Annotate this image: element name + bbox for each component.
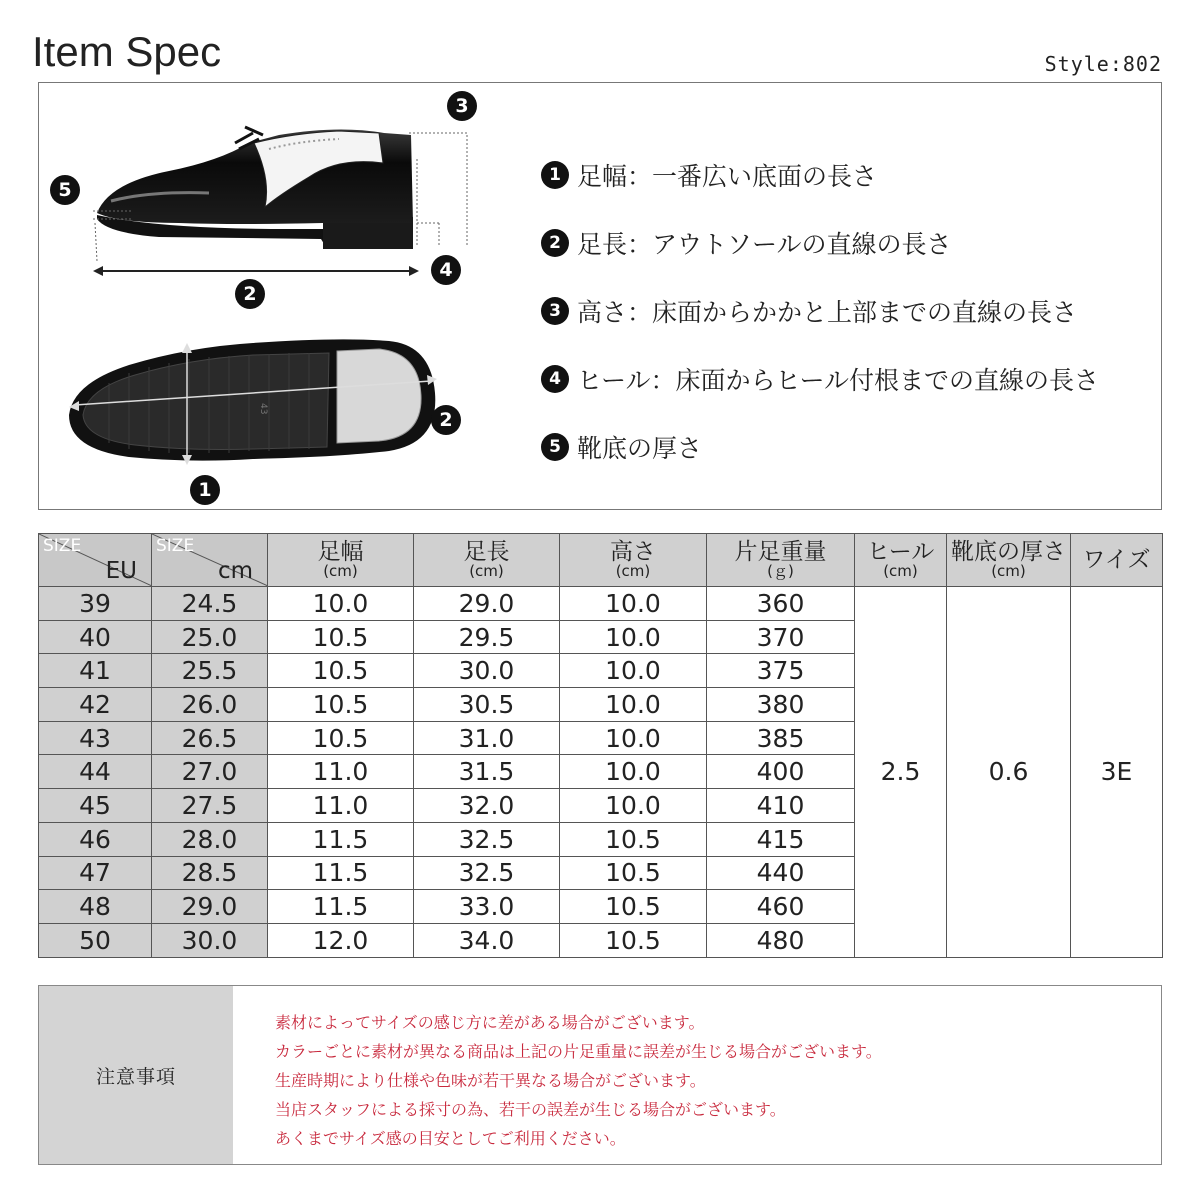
notice-line: 素材によってサイズの感じ方に差がある場合がございます。 xyxy=(275,1013,705,1032)
table-cell: 10.5 xyxy=(268,688,414,722)
legend-item xyxy=(541,413,1099,481)
legend-marker: 4 xyxy=(541,365,569,393)
table-cell: 440 xyxy=(707,856,855,890)
marker-4: 4 xyxy=(431,255,461,285)
notice-line: 当店スタッフによる採寸の為、若干の誤差が生じる場合がございます。 xyxy=(275,1100,786,1119)
notice-label: 注意事項 xyxy=(39,986,233,1164)
table-cell: 400 xyxy=(707,755,855,789)
table-cell: 385 xyxy=(707,721,855,755)
table-cell: 10.0 xyxy=(560,688,707,722)
page-title: Item Spec xyxy=(32,28,222,75)
notice-line: カラーごとに素材が異なる商品は上記の片足重量に誤差が生じる場合がございます。 xyxy=(275,1042,882,1061)
table-cell: 33.0 xyxy=(414,890,560,924)
cell-size-eu: 45 xyxy=(39,789,152,823)
notice-line: あくまでサイズ感の目安としてご利用ください。 xyxy=(275,1129,626,1148)
legend-item xyxy=(541,209,1099,277)
shoe-diagram xyxy=(39,83,519,511)
cell-size-cm: 24.5 xyxy=(152,587,268,621)
cell-size-eu: 47 xyxy=(39,856,152,890)
cell-size-cm: 26.0 xyxy=(152,688,268,722)
table-cell: 30.0 xyxy=(414,654,560,688)
cell-size-cm: 27.0 xyxy=(152,755,268,789)
marker-5: 5 xyxy=(50,175,80,205)
table-cell: 415 xyxy=(707,822,855,856)
table-cell: 460 xyxy=(707,890,855,924)
legend-text: 高さ：床面からかかと上部までの直線の長さ xyxy=(577,298,1078,327)
table-cell: 11.5 xyxy=(268,856,414,890)
legend-item xyxy=(541,345,1099,413)
header-foot-length: 足長 (cm) xyxy=(414,534,560,587)
legend-text: ヒール：床面からヒール付根までの直線の長さ xyxy=(577,366,1100,395)
marker-2-sole: 2 xyxy=(431,405,461,435)
notice-line: 生産時期により仕様や色味が若干異なる場合がございます。 xyxy=(275,1071,706,1090)
table-cell: 11.5 xyxy=(268,890,414,924)
table-cell: 31.5 xyxy=(414,755,560,789)
marker-2-side: 2 xyxy=(235,279,265,309)
header-foot-width: 足幅 (cm) xyxy=(268,534,414,587)
notice-body xyxy=(233,986,1161,1164)
cell-size-cm: 28.5 xyxy=(152,856,268,890)
cell-size-cm: 30.0 xyxy=(152,923,268,957)
cell-size-eu: 44 xyxy=(39,755,152,789)
cell-sole-thickness: 0.6 xyxy=(947,587,1071,958)
header-size-eu: SIZE EU xyxy=(39,534,152,587)
table-cell: 375 xyxy=(707,654,855,688)
table-cell: 380 xyxy=(707,688,855,722)
header-heel: ヒール (cm) xyxy=(855,534,947,587)
sole-size-mark: 43 xyxy=(258,403,268,415)
table-cell: 410 xyxy=(707,789,855,823)
table-cell: 30.5 xyxy=(414,688,560,722)
legend-marker: 3 xyxy=(541,297,569,325)
table-cell: 10.5 xyxy=(560,856,707,890)
table-cell: 10.5 xyxy=(268,721,414,755)
legend-marker: 2 xyxy=(541,229,569,257)
table-cell: 32.5 xyxy=(414,822,560,856)
legend-text: 足幅：一番広い底面の長さ xyxy=(577,162,878,191)
table-cell: 32.0 xyxy=(414,789,560,823)
cell-size-cm: 29.0 xyxy=(152,890,268,924)
table-cell: 10.0 xyxy=(560,620,707,654)
marker-1: 1 xyxy=(190,475,220,505)
header-width-fit: ワイズ xyxy=(1071,534,1163,587)
table-cell: 29.5 xyxy=(414,620,560,654)
cell-size-eu: 41 xyxy=(39,654,152,688)
header-size-cm: SIZE cm xyxy=(152,534,268,587)
header-weight: 片足重量 (ｇ) xyxy=(707,534,855,587)
legend-marker: 1 xyxy=(541,161,569,189)
cell-width-fit: 3E xyxy=(1071,587,1163,958)
table-cell: 10.0 xyxy=(268,587,414,621)
cell-size-eu: 39 xyxy=(39,587,152,621)
size-table-header xyxy=(39,534,1163,587)
table-cell: 10.5 xyxy=(268,654,414,688)
table-cell: 29.0 xyxy=(414,587,560,621)
cell-size-eu: 40 xyxy=(39,620,152,654)
legend-marker: 5 xyxy=(541,433,569,461)
style-code: Style:802 xyxy=(1044,52,1162,76)
table-cell: 12.0 xyxy=(268,923,414,957)
notice-panel xyxy=(38,985,1162,1165)
table-cell: 11.0 xyxy=(268,755,414,789)
table-cell: 10.5 xyxy=(560,822,707,856)
table-cell: 11.5 xyxy=(268,822,414,856)
legend-item xyxy=(541,277,1099,345)
cell-size-cm: 25.0 xyxy=(152,620,268,654)
marker-3: 3 xyxy=(447,91,477,121)
legend-item xyxy=(541,141,1099,209)
cell-size-eu: 42 xyxy=(39,688,152,722)
spec-diagram-panel xyxy=(38,82,1162,510)
table-row xyxy=(39,587,1163,621)
cell-size-eu: 48 xyxy=(39,890,152,924)
table-cell: 10.0 xyxy=(560,654,707,688)
cell-size-cm: 27.5 xyxy=(152,789,268,823)
table-cell: 10.0 xyxy=(560,721,707,755)
table-cell: 10.0 xyxy=(560,587,707,621)
table-cell: 10.5 xyxy=(560,890,707,924)
table-cell: 480 xyxy=(707,923,855,957)
legend-text: 靴底の厚さ xyxy=(577,434,703,463)
size-table xyxy=(38,533,1163,958)
table-cell: 10.5 xyxy=(560,923,707,957)
table-cell: 10.0 xyxy=(560,789,707,823)
table-cell: 10.0 xyxy=(560,755,707,789)
header-sole-thickness: 靴底の厚さ (cm) xyxy=(947,534,1071,587)
cell-heel: 2.5 xyxy=(855,587,947,958)
table-cell: 11.0 xyxy=(268,789,414,823)
cell-size-eu: 46 xyxy=(39,822,152,856)
header-height: 高さ (cm) xyxy=(560,534,707,587)
cell-size-eu: 50 xyxy=(39,923,152,957)
legend-text: 足長：アウトソールの直線の長さ xyxy=(577,230,952,259)
table-cell: 34.0 xyxy=(414,923,560,957)
cell-size-cm: 26.5 xyxy=(152,721,268,755)
cell-size-cm: 25.5 xyxy=(152,654,268,688)
table-cell: 360 xyxy=(707,587,855,621)
table-cell: 31.0 xyxy=(414,721,560,755)
cell-size-eu: 43 xyxy=(39,721,152,755)
table-cell: 32.5 xyxy=(414,856,560,890)
measurement-legend xyxy=(541,141,1099,481)
cell-size-cm: 28.0 xyxy=(152,822,268,856)
table-cell: 10.5 xyxy=(268,620,414,654)
table-cell: 370 xyxy=(707,620,855,654)
